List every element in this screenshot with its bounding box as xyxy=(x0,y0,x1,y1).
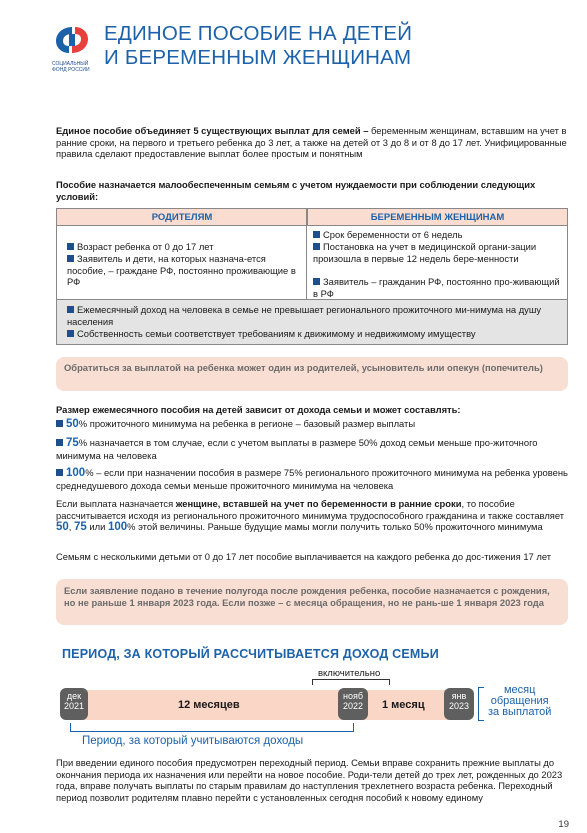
intro-text: беременным женщинам, вставшим на учет в ранние сроки, на первого и третьего ребенка до 3 лет, а также на детей от 3 до 8 и от 8 до 17 лет. Унифицированные правила сделают предоставление выплат более простым и понятным xyxy=(56,125,567,159)
common-item-1: Ежемесячный доход на человека в семье не превышает регионального прожиточного ми-нимума на душу населения xyxy=(67,304,542,327)
level-75: 75% назначается в том случае, если с учетом выплаты в размере 50% доход семьи меньше про-житочного минимума на человека xyxy=(56,437,538,461)
bullet-icon xyxy=(67,255,74,262)
parents-item-1: Возраст ребенка от 0 до 17 лет xyxy=(67,241,303,253)
bullet-icon xyxy=(56,420,63,427)
pregnant-item-2: Постановка на учет в медицинской органи-зации произошла в первые 12 недель бере-менности xyxy=(313,241,537,264)
logo-line-2: ФОНД РОССИИ xyxy=(52,67,90,73)
common-item-2: Собственность семьи соответствует требованиям к движимому и недвижимому имуществу xyxy=(67,328,561,340)
bullet-icon xyxy=(56,439,63,446)
income-bracket xyxy=(70,723,354,732)
conditions-heading: Пособие назначается малообеспеченным семьям с учетом нуждаемости при соблюдении следующих условий: xyxy=(56,179,536,202)
inclusive-label: включительно xyxy=(318,668,381,679)
level-100: 100% – если при назначении пособия в размере 75% регионального прожиточного минимума на ребенка уровень среднедушевого дохода семьи меньше прожиточного минимума на человека xyxy=(56,467,568,491)
bullet-icon xyxy=(67,306,74,313)
transition-paragraph: При введении единого пособия предусмотрен переходный период. Семьи вправе сохранить прежние выплаты до окончания периода их назначения или перейти на новое пособие. Роди-тели детей до трех лет, рожденных до 2023 года, вправе получать выплаты по старым правилам до наступления трехлетнего возраста ребенка. Переходный период позволит родителям плавно перейти с установленных сегодня пособий к новому единому xyxy=(56,757,563,803)
pregnant-item-3: Заявитель – гражданин РФ, постоянно про-живающий в РФ xyxy=(313,276,560,299)
bullet-icon xyxy=(67,330,74,337)
col-header-parents: РОДИТЕЛЯМ xyxy=(57,209,307,226)
note-application-timing: Если заявление подано в течение полугода после рождения ребенка, пособие назначается с рождения, но не раньше 1 января 2023 года. Если позже – с месяца обращения, но не рань-ше 1 января 2023 года xyxy=(56,579,568,625)
bullet-icon xyxy=(313,243,320,250)
inclusive-bracket xyxy=(312,679,390,685)
page-number: 19 xyxy=(558,819,569,830)
end-date: янв 2023 xyxy=(444,688,474,720)
sfr-logo-icon xyxy=(52,24,92,56)
pregnancy-paragraph: Если выплата назначается женщине, вставшей на учет по беременности в ранние сроки, то пособие рассчитывается исходя из регионального прожиточного минимума трудоспособного гражданина и также составляет 50, 75 или 100% этой величины. Раньше будущие мамы могли получить только 50% прожиточного минимума xyxy=(56,498,565,533)
multi-children-paragraph: Семьям с несколькими детьми от 0 до 17 лет пособие выплачивается на каждого ребенка до дос-тижения 17 лет xyxy=(56,551,552,562)
bullet-icon xyxy=(313,231,320,238)
note-who-can-apply: Обратиться за выплатой на ребенка может один из родителей, усыновитель или опекун (попечитель) xyxy=(56,357,568,391)
size-heading: Размер ежемесячного пособия на детей зависит от дохода семьи и может составлять: xyxy=(56,404,461,415)
intro-bold: Единое пособие объединяет 5 существующих выплат для семей – xyxy=(56,125,369,136)
period-title: ПЕРИОД, ЗА КОТОРЫЙ РАССЧИТЫВАЕТСЯ ДОХОД СЕМЬИ xyxy=(62,647,439,661)
application-month-label: месяц обращения за выплатой xyxy=(488,684,552,718)
mid-date: нояб 2022 xyxy=(338,688,368,720)
pregnant-item-1: Срок беременности от 6 недель xyxy=(313,229,563,241)
common-conditions xyxy=(57,299,567,344)
conditions-table xyxy=(56,208,568,345)
page-title xyxy=(104,22,484,70)
start-date: дек 2021 xyxy=(60,688,88,720)
bullet-icon xyxy=(313,278,320,285)
level-50: 50% прожиточного минимума на ребенка в регионе – базовый размер выплаты xyxy=(56,418,568,431)
logo-line-1: СОЦИАЛЬНЫЙ xyxy=(52,61,89,67)
one-month-label: 1 месяц xyxy=(382,699,425,711)
end-bracket xyxy=(478,687,484,721)
twelve-months-label: 12 месяцев xyxy=(178,699,240,711)
title-line-2: И БЕРЕМЕННЫМ ЖЕНЩИНАМ xyxy=(104,46,412,69)
logo xyxy=(52,24,92,74)
intro-paragraph xyxy=(56,125,568,160)
col-header-pregnant: БЕРЕМЕННЫМ ЖЕНЩИНАМ xyxy=(307,209,567,226)
title-line-1: ЕДИНОЕ ПОСОБИЕ НА ДЕТЕЙ xyxy=(104,22,413,45)
table-divider xyxy=(306,209,307,299)
bullet-icon xyxy=(56,469,63,476)
parents-item-2: Заявитель и дети, на которых назнача-ется пособие, – граждане РФ, постоянно проживающие в РФ xyxy=(67,253,296,287)
bullet-icon xyxy=(67,243,74,250)
income-period-label: Период, за который учитываются доходы xyxy=(82,735,304,747)
